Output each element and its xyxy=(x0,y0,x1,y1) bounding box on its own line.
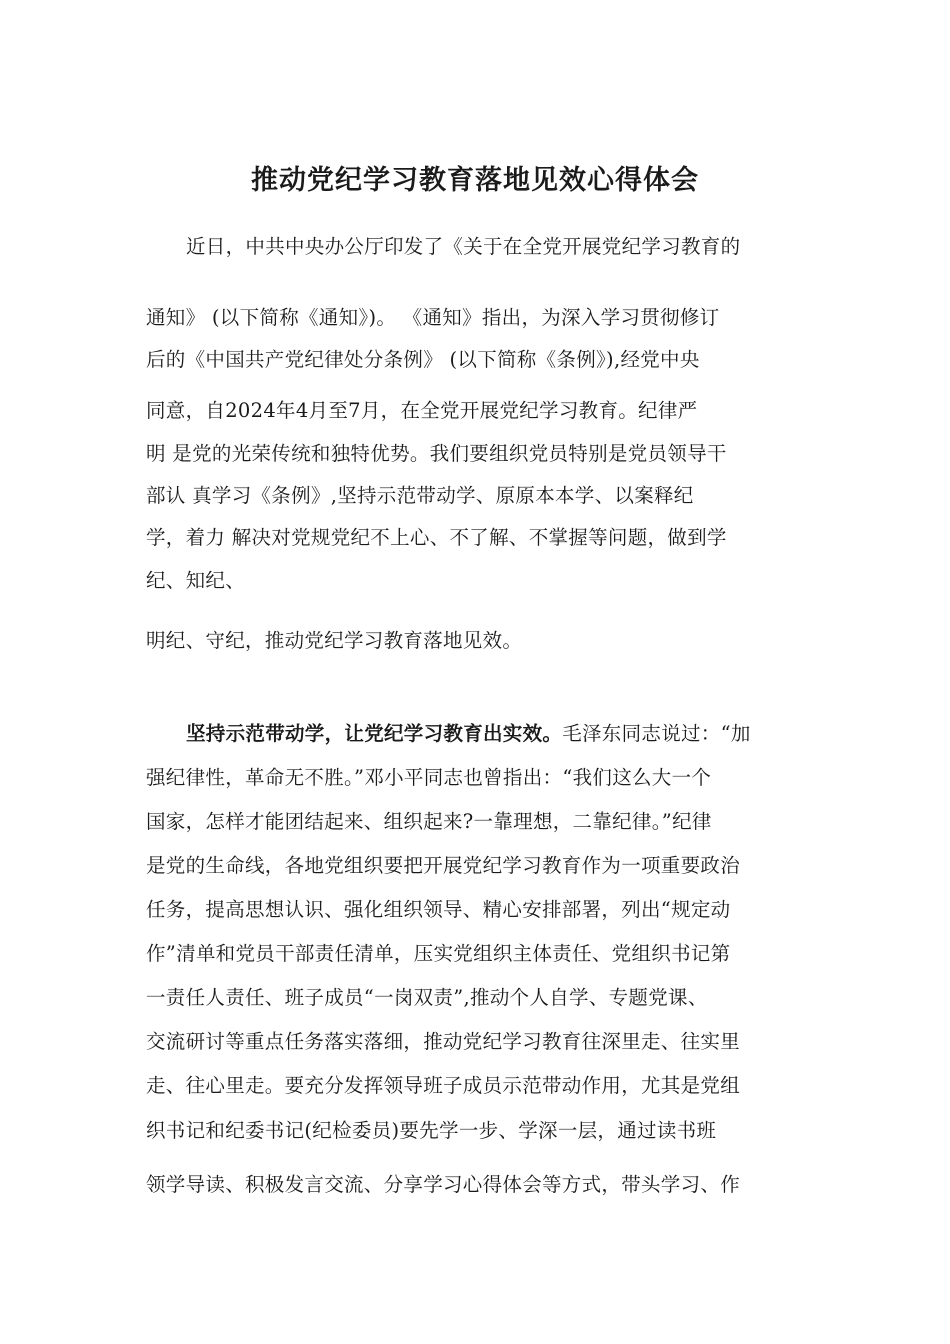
paragraph-2-line-1-rest: 毛泽东同志说过：“加 xyxy=(562,722,751,745)
paragraph-2-line-5: 任务，提高思想认识、强化组织领导、精心安排部署，列出“规定动 xyxy=(146,898,731,921)
paragraph-1-line-1: 近日，中共中央办公厅印发了《关于在全党开展党纪学习教育的 xyxy=(186,235,741,258)
paragraph-2-line-3: 国家，怎样才能团结起来、组织起来?一靠理想，二靠纪律。”纪律 xyxy=(146,810,712,833)
paragraph-2-line-4: 是党的生命线，各地党组织要把开展党纪学习教育作为一项重要政治 xyxy=(146,854,741,877)
paragraph-2-line-8: 交流研讨等重点任务落实落细，推动党纪学习教育往深里走、往实里 xyxy=(146,1030,741,1053)
paragraph-1-line-5: 明 是党的光荣传统和独特优势。我们要组织党员特别是党员领导干 xyxy=(146,442,727,465)
paragraph-1-line-3: 后的《中国共产党纪律处分条例》 (以下简称《条例》),经党中央 xyxy=(146,348,700,371)
paragraph-2-line-1 xyxy=(186,720,751,748)
document-title: 推动党纪学习教育落地见效心得体会 xyxy=(251,165,699,196)
paragraph-1-line-2: 通知》 (以下简称《通知》)。 《通知》指出，为深入学习贯彻修订 xyxy=(146,306,720,329)
paragraph-1-line-8: 纪、知纪、 xyxy=(146,569,246,592)
paragraph-2-line-11: 领学导读、积极发言交流、分享学习心得体会等方式，带头学习、作 xyxy=(146,1173,741,1196)
paragraph-2-line-10: 织书记和纪委书记(纪检委员)要先学一步、学深一层，通过读书班 xyxy=(146,1119,717,1142)
paragraph-1-line-4: 同意，自2024年4月至7月，在全党开展党纪学习教育。纪律严 xyxy=(146,399,698,422)
paragraph-2-line-6: 作”清单和党员干部责任清单，压实党组织主体责任、党组织书记第 xyxy=(146,942,731,965)
paragraph-1-line-9: 明纪、守纪，推动党纪学习教育落地见效。 xyxy=(146,629,523,652)
paragraph-2-heading: 坚持示范带动学，让党纪学习教育出实效。 xyxy=(186,722,563,745)
paragraph-2-line-2: 强纪律性，革命无不胜。”邓小平同志也曾指出：“我们这么大一个 xyxy=(146,766,712,789)
paragraph-1-line-6: 部认 真学习《条例》,坚持示范带动学、原原本本学、以案释纪 xyxy=(146,484,694,507)
paragraph-2-line-7: 一责任人责任、班子成员“一岗双责”,推动个人自学、专题党课、 xyxy=(146,986,708,1009)
paragraph-1-line-7: 学，着力 解决对党规党纪不上心、不了解、不掌握等问题，做到学 xyxy=(146,526,727,549)
paragraph-2-line-9: 走、往心里走。要充分发挥领导班子成员示范带动作用，尤其是党组 xyxy=(146,1074,741,1097)
